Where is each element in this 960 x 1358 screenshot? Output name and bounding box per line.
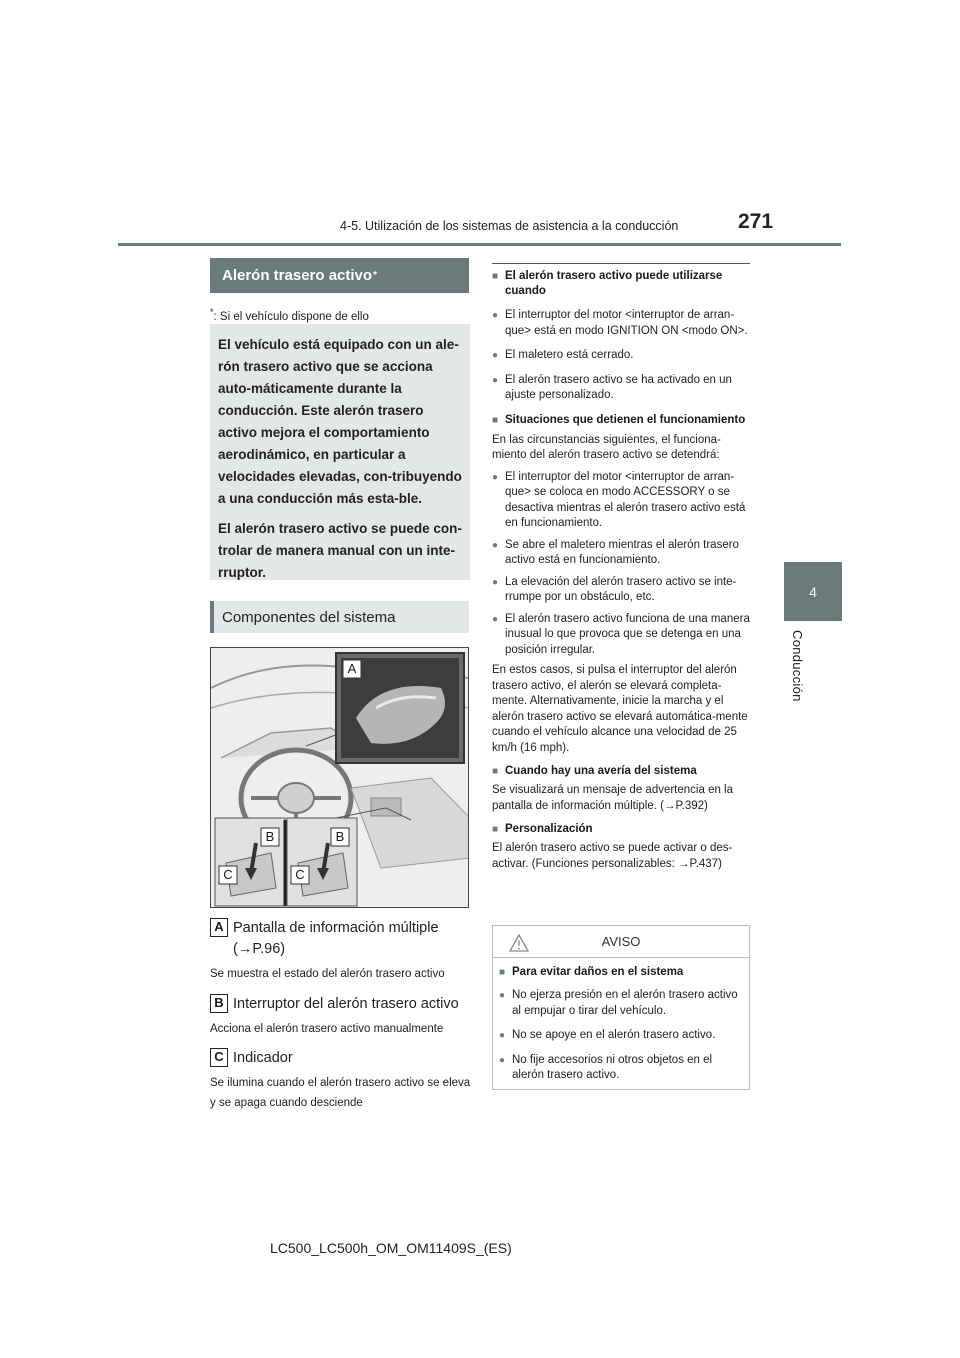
paragraph-with-ref: El alerón trasero activo se puede activar o des-activar. (Funciones personalizables: →P.437) [492,842,733,870]
subheading: ■ Situaciones que detienen el funcionamiento [492,413,750,428]
subheading: ■ El alerón trasero activo puede utilizarse cuando [492,269,750,299]
chapter-tab[interactable]: 4 [784,562,842,621]
key-letter-c: C [210,1048,228,1067]
section-title: Componentes del sistema [222,608,396,626]
component-desc: Acciona el alerón trasero activo manualmente [210,1023,444,1035]
key-letter-b: B [210,994,228,1013]
component-ref-link[interactable]: (→P.96) [233,941,286,957]
component-title: Pantalla de información múltiple [233,920,439,936]
component-desc: Se muestra el estado del alerón trasero activo [210,968,445,980]
note-mark: * [210,307,214,317]
page-number: 271 [738,210,774,233]
component-c [210,1048,293,1069]
callout-label-c: C [295,867,305,882]
manual-code-footer: LC500_LC500h_OM_OM11409S_(ES) [270,1240,512,1256]
chapter-label: Conducción [790,630,805,702]
callout-label-a: A [347,661,357,676]
callout-label-c: C [223,867,233,882]
bullet-item: ● El interruptor del motor <interruptor de arran-que> está en modo IGNITION ON <modo ON>. [492,308,750,339]
paragraph-with-ref: Se visualizará un mensaje de advertencia en la pantalla de información múltiple. (→P.392) [492,784,734,812]
bullet-item: ● El maletero está cerrado. [492,348,750,364]
callout-label-b: B [335,829,345,844]
component-title: Interruptor del alerón trasero activo [233,996,459,1012]
asterisk-mark: * [373,270,377,281]
system-components-illustration [210,647,469,908]
section-heading-spoiler [210,258,469,293]
warning-box [492,925,750,1090]
subheading: ■ Personalización [492,822,750,837]
warning-bullet: ● No ejerza presión en el alerón trasero activo al empujar o tirar del vehículo. [499,988,743,1019]
intro-box [210,324,470,580]
component-title: Indicador [233,1050,293,1066]
paragraph: En estos casos, si pulsa el interruptor del alerón trasero activo, el alerón se elevará completa-mente. Alternativamente, inicie la marcha y el alerón trasero activo se elevará automática-mente cuando el vehículo alcance una velocidad de 25 km/h (16 mph). [492,664,748,754]
component-a [210,918,439,960]
component-desc: Se ilumina cuando el alerón trasero activo se eleva y se apaga cuando desciende [210,1077,471,1109]
header-rule [118,243,841,246]
warning-triangle-icon [509,934,529,952]
header-section-title: 4-5. Utilización de los sistemas de asistencia a la conducción [340,219,679,233]
right-column [492,262,750,872]
bullet-item: ● La elevación del alerón trasero activo se inte-rrumpe por un obstáculo, etc. [492,575,750,606]
intro-paragraph: El alerón trasero activo se puede con-trolar de manera manual con un inte-rruptor. [218,521,462,580]
warning-subheading: ■ Para evitar daños en el sistema [499,965,743,980]
bullet-item: ● Se abre el maletero mientras el alerón trasero activo está en funcionamiento. [492,538,750,569]
bullet-item: ● El interruptor del motor <interruptor de arran-que> se coloca en modo ACCESSORY o se desactiva mientras el alerón trasero activo está en funcionamiento. [492,470,750,532]
paragraph: En las circunstancias siguientes, el funciona-miento del alerón trasero activo se detendrá: [492,433,721,461]
component-b [210,994,459,1015]
warning-bullet: ● No se apoye en el alerón trasero activo. [499,1028,743,1044]
subheading: ■ Cuando hay una avería del sistema [492,764,750,779]
warning-header [493,926,749,958]
section-heading-components [210,601,469,633]
callout-label-b: B [265,829,275,844]
dashboard-illustration [211,648,469,908]
note-text: : Si el vehículo dispone de ello [213,310,369,323]
key-letter-a: A [210,918,228,937]
bullet-item: ● El alerón trasero activo se ha activado en un ajuste personalizado. [492,373,750,404]
bullet-item: ● El alerón trasero activo funciona de una manera inusual lo que provoca que se detenga en una posición irregular. [492,612,750,659]
availability-note [210,307,369,323]
intro-paragraph: El vehículo está equipado con un ale-rón trasero activo que se acciona auto-máticamente durante la conducción. Este alerón trasero activo mejora el comportamiento aerodinámico, en particular a velocidades elevadas, con-tribuyendo a una conducción más esta-ble. [218,337,462,506]
warning-bullet: ● No fije accesorios ni otros objetos en el alerón trasero activo. [499,1053,743,1084]
warning-title: AVISO [601,934,641,949]
section-title: Alerón trasero activo [222,267,373,284]
